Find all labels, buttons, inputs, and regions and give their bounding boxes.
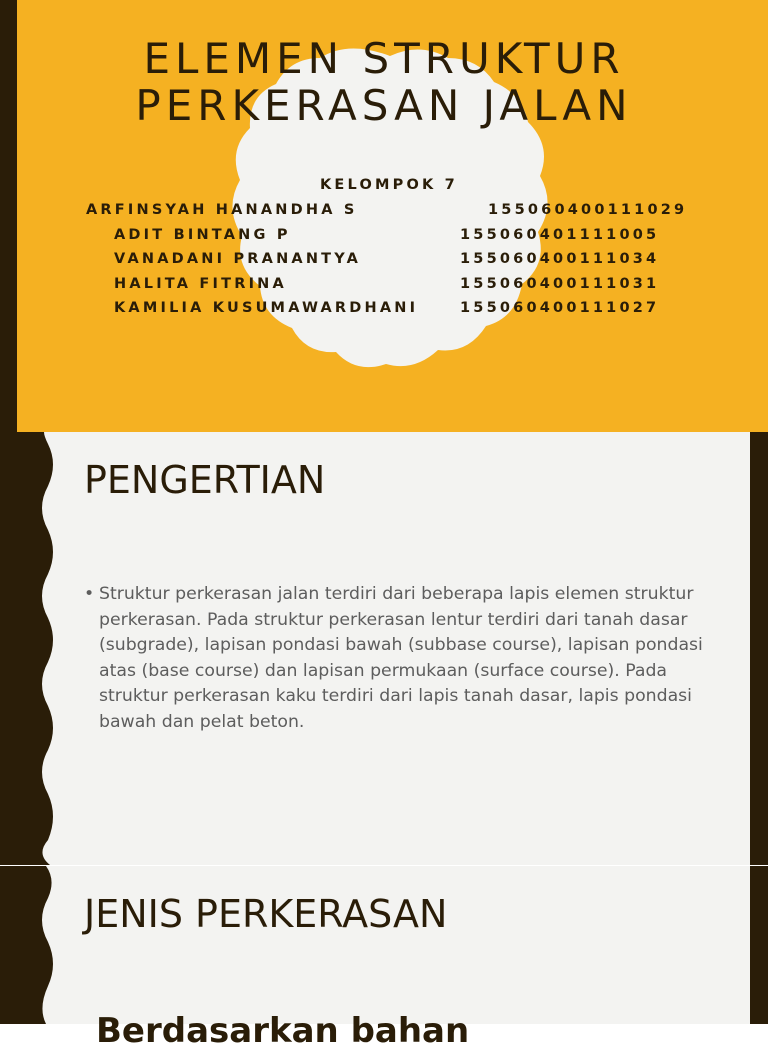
bullet-dot-icon: • [84,584,95,604]
cut-off-subheading: Berdasarkan bahan [96,1011,470,1051]
member-nim-4: 155060400111031 [460,276,660,292]
bullet-item: Struktur perkerasan jalan terdiri dari beberapa lapis elemen struktur perkerasan. Pada struktur perkerasan lentur terdiri dari tanah dasar (subgrade), lapisan pondasi bawah (subbase course), lapisan pondasi atas (base course) dan lapisan permukaan (surface course). Pada struktur perkerasan kaku terdiri dari lapis tanah dasar, lapis pondasi bawah dan pelat beton. [99,584,703,732]
member-name-4: HALITA FITRINA [114,276,287,292]
content-slide-jenis-perkerasan [0,866,768,1051]
slide-title-line-2: PERKERASAN JALAN [135,81,633,130]
member-nim-5: 155060400111027 [460,300,660,316]
slide-title-line-1: ELEMEN STRUKTUR [143,34,625,83]
wavy-edge-panel [0,866,768,1024]
member-name-2: ADIT BINTANG P [114,227,291,243]
group-label: KELOMPOK 7 [320,177,458,193]
member-nim-3: 155060400111034 [460,251,660,267]
slide-heading: JENIS PERKERASAN [84,892,448,936]
bullet-list [84,582,704,735]
member-name-5: KAMILIA KUSUMAWARDHANI [114,300,419,316]
member-name-1: ARFINSYAH HANANDHA S [86,202,358,218]
slide-heading: PENGERTIAN [84,458,326,502]
title-slide [0,0,768,432]
member-nim-1: 155060400111029 [488,202,688,218]
content-slide-pengertian [0,432,768,865]
member-nim-2: 155060401111005 [460,227,660,243]
member-name-3: VANADANI PRANANTYA [114,251,361,267]
